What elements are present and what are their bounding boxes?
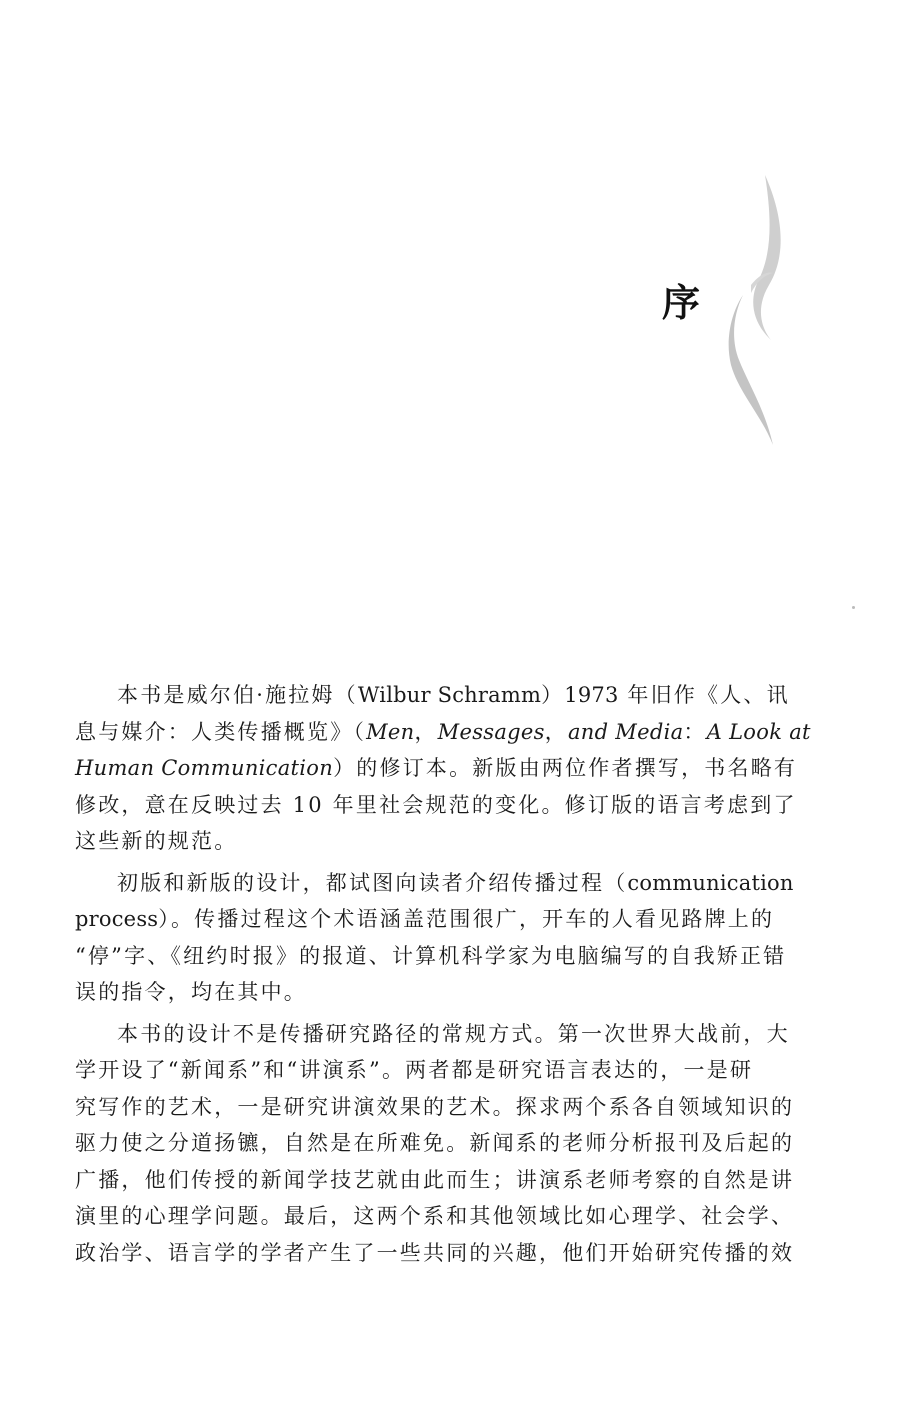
paragraph-1 — [75, 677, 811, 860]
paragraph-3 — [75, 1016, 795, 1272]
text-line: process）。传播过程这个术语涵盖范围很广，开车的人看见路牌上的 — [75, 907, 775, 931]
text-line: 息与媒介：人类传播概览》（Men，Messages，and Media：A Look at — [75, 719, 811, 744]
paragraph-2 — [75, 865, 794, 1011]
text-line: Human Communication）的修订本。新版由两位作者撰写，书名略有 — [75, 756, 798, 780]
text-line: “停”字、《纽约时报》的报道、计算机科学家为电脑编写的自我矫正错 — [75, 943, 787, 968]
decorative-swirl-icon — [725, 175, 785, 445]
text-line: 演里的心理学问题。最后，这两个系和其他领域比如心理学、社会学、 — [75, 1204, 795, 1228]
text-line: 误的指令，均在其中。 — [75, 980, 307, 1004]
body-text — [75, 677, 811, 1276]
text-line: 本书是威尔伯·施拉姆（Wilbur Schramm）1973 年旧作《人、讯 — [117, 683, 790, 707]
text-line: 初版和新版的设计，都试图向读者介绍传播过程（communication — [117, 870, 794, 895]
text-line: 本书的设计不是传播研究路径的常规方式。第一次世界大战前，大 — [117, 1021, 790, 1046]
text-line: 修改，意在反映过去 10 年里社会规范的变化。修订版的语言考虑到了 — [75, 792, 797, 817]
text-line: 这些新的规范。 — [75, 829, 238, 853]
chapter-title: 序 — [662, 280, 701, 325]
text-line: 驱力使之分道扬镳，自然是在所难免。新闻系的老师分析报刊及后起的 — [75, 1131, 795, 1155]
speck — [852, 606, 855, 609]
text-line: 究写作的艺术，一是研究讲演效果的艺术。探求两个系各自领域知识的 — [75, 1094, 795, 1119]
text-line: 广播，他们传授的新闻学技艺就由此而生；讲演系老师考察的自然是讲 — [75, 1167, 795, 1192]
text-line: 政治学、语言学的学者产生了一些共同的兴趣，他们开始研究传播的效 — [75, 1240, 795, 1265]
text-line: 学开设了“新闻系”和“讲演系”。两者都是研究语言表达的，一是研 — [75, 1058, 754, 1082]
